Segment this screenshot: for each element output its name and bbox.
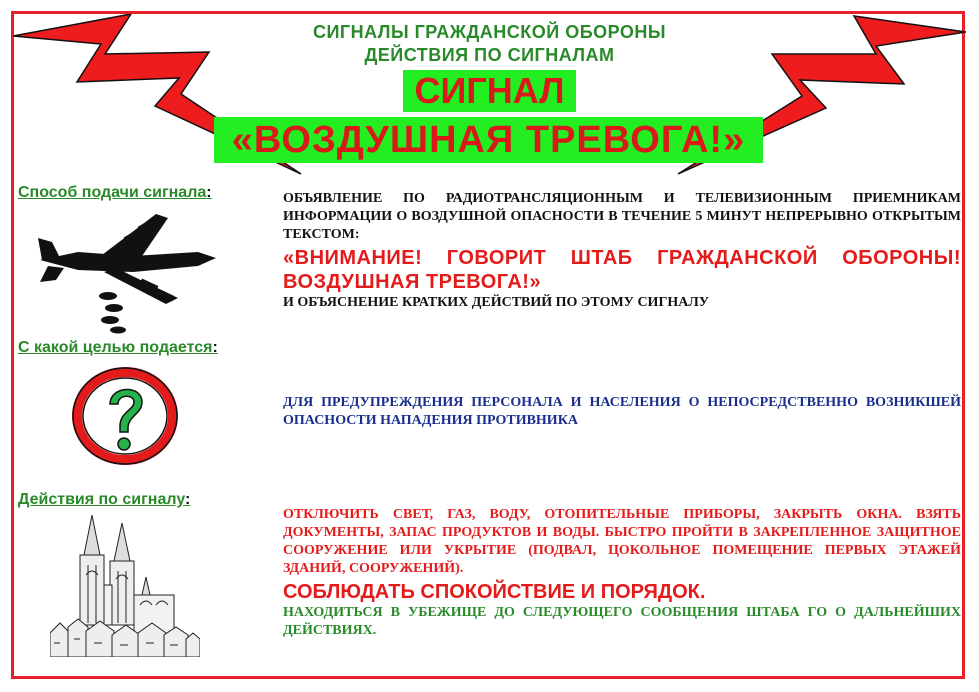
section-label-colon: : (185, 491, 191, 508)
section-label-actions-text: Действия по сигналу (18, 491, 185, 508)
signal-title: СИГНАЛ (403, 70, 576, 112)
section-label-actions (18, 491, 190, 509)
method-text-2: И ОБЪЯСНЕНИЕ КРАТКИХ ДЕЙСТВИЙ ПО ЭТОМУ СИГНАЛУ (283, 295, 710, 310)
section-label-colon: : (212, 339, 218, 356)
section-label-method (18, 184, 212, 202)
announcement-text: «ВНИМАНИЕ! ГОВОРИТ ШТАБ ГРАЖДАНСКОЙ ОБОРОНЫ! ВОЗДУШНАЯ ТРЕВОГА!» (283, 247, 961, 293)
section-label-purpose-text: С какой целью подается (18, 339, 213, 356)
purpose-text: ДЛЯ ПРЕДУПРЕЖДЕНИЯ ПЕРСОНАЛА И НАСЕЛЕНИЯ О НЕПОСРЕДСТВЕННО ВОЗНИКШЕЙ ОПАСНОСТИ НАПАДЕНИЯ ПРОТИВНИКА (283, 395, 961, 428)
header-title: СИГНАЛЫ ГРАЖДАНСКОЙ ОБОРОНЫ (312, 22, 667, 42)
question-sign-icon (70, 366, 180, 466)
method-text: ОБЪЯВЛЕНИЕ ПО РАДИОТРАНСЛЯЦИОННЫМ И ТЕЛЕВИЗИОННЫМ ПРИЕМНИКАМ ИНФОРМАЦИИ О ВОЗДУШНОЙ ОПАСНОСТИ В ТЕЧЕНИЕ 5 МИНУТ НЕПРЕРЫВНО ОТКРЫТЫМ ТЕКСТОМ: (283, 191, 961, 242)
actions-block (283, 506, 961, 640)
actions-text: ОТКЛЮЧИТЬ СВЕТ, ГАЗ, ВОДУ, ОТОПИТЕЛЬНЫЕ ПРИБОРЫ, ЗАКРЫТЬ ОКНА. ВЗЯТЬ ДОКУМЕНТЫ, ЗАПАС ПРОДУКТОВ И ВОДЫ. БЫСТРО ПРОЙТИ В ЗАКРЕПЛЕННОЕ ЗАЩИТНОЕ СООРУЖЕНИЕ ИЛИ УКРЫТИЕ (ПОДВАЛ, ЦОКОЛЬНОЕ ПОМЕЩЕНИЕ ПЕРВЫХ ЭТАЖЕЙ ЗДАНИЙ, СООРУЖЕНИЙ). (283, 507, 961, 576)
cathedral-icon (50, 515, 200, 657)
actions-text-2: НАХОДИТЬСЯ В УБЕЖИЩЕ ДО СЛЕДУЮЩЕГО СООБЩЕНИЯ ШТАБА ГО О ДАЛЬНЕЙШИХ ДЕЙСТВИЯХ. (283, 605, 961, 638)
calm-text: СОБЛЮДАТЬ СПОКОЙСТВИЕ И ПОРЯДОК. (283, 581, 706, 603)
signal-name: «ВОЗДУШНАЯ ТРЕВОГА!» (214, 117, 763, 163)
method-block (283, 190, 961, 312)
header-subtitle: ДЕЙСТВИЯ ПО СИГНАЛАМ (364, 45, 615, 65)
section-label-colon: : (206, 184, 212, 201)
section-label-purpose (18, 339, 218, 357)
section-label-method-text: Способ подачи сигнала (18, 184, 207, 201)
bomber-plane-icon (38, 212, 218, 337)
